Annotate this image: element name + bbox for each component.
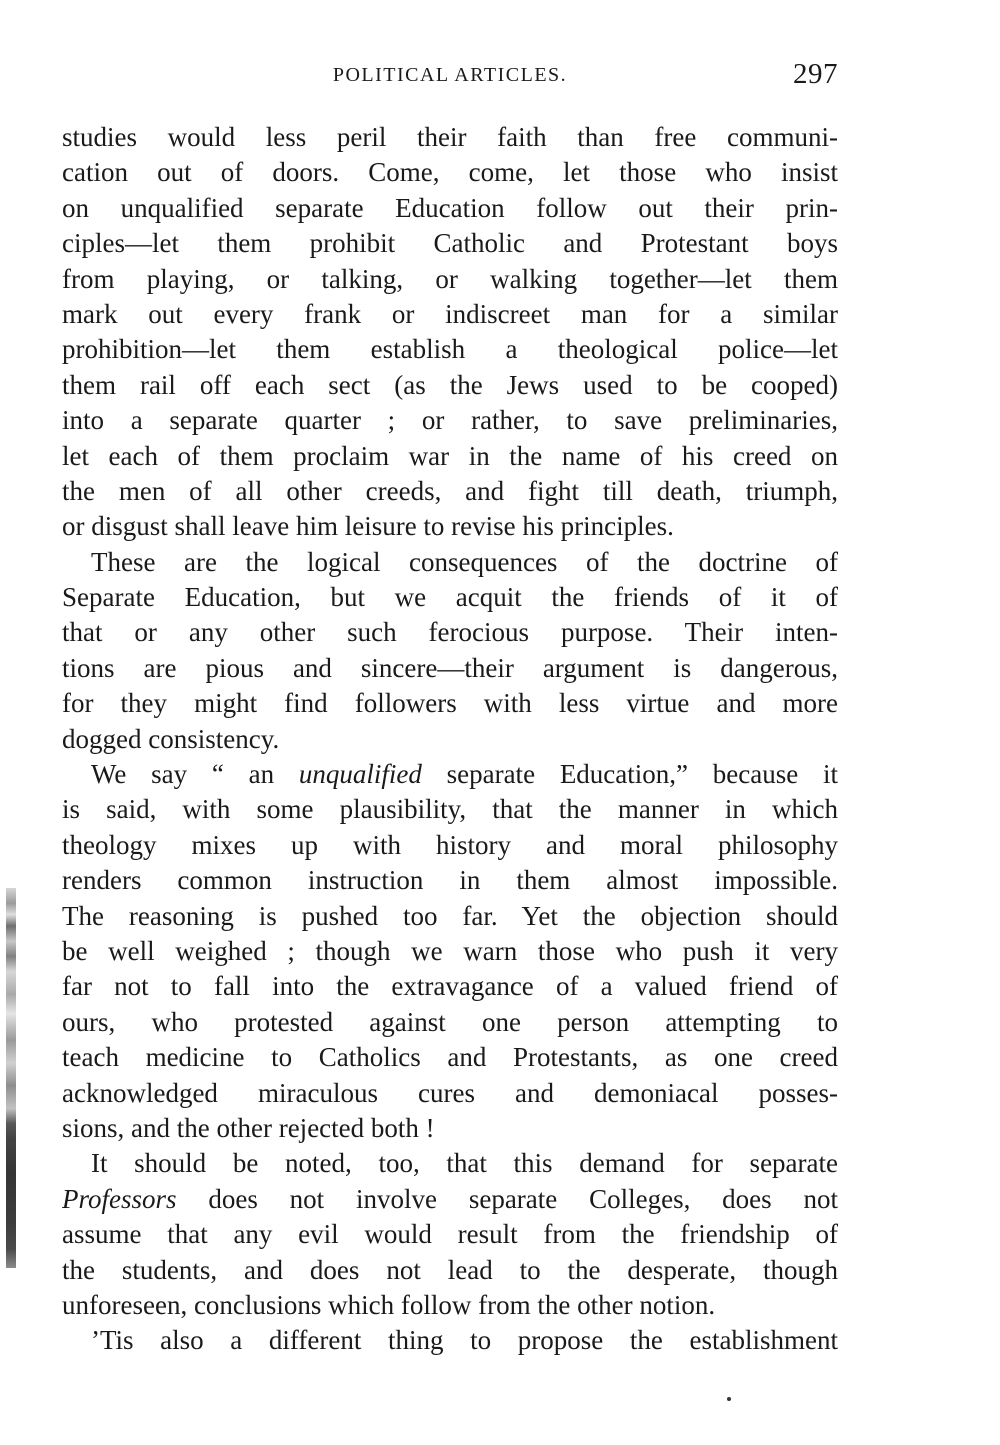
text-line: prohibition—let them establish a theological police—let bbox=[62, 334, 838, 365]
text-line: on unqualified separate Education follow out their prin- bbox=[62, 192, 838, 223]
running-head bbox=[62, 58, 838, 98]
ink-speck bbox=[727, 1397, 731, 1401]
text-line: theology mixes up with history and moral philosophy bbox=[62, 829, 838, 860]
text-line: The reasoning is pushed too far. Yet the objection should bbox=[62, 900, 838, 931]
text-line: acknowledged miraculous cures and demoniacal posses- bbox=[62, 1077, 838, 1108]
text-line: far not to fall into the extravagance of a valued friend of bbox=[62, 971, 838, 1002]
text-line: tions are pious and sincere—their argument is dangerous, bbox=[62, 652, 838, 683]
paragraph-end-line: sions, and the other rejected both ! bbox=[62, 1112, 435, 1143]
paragraph-start-line: These are the logical consequences of the doctrine of bbox=[91, 546, 838, 577]
running-title: POLITICAL ARTICLES. bbox=[332, 64, 568, 86]
body-text bbox=[62, 120, 838, 1359]
text-line: let each of them proclaim war in the name of his creed on bbox=[62, 440, 838, 471]
text-line: the men of all other creeds, and fight till death, triumph, bbox=[62, 475, 838, 506]
text-line: for they might find followers with less virtue and more bbox=[62, 688, 838, 719]
text-line: cation out of doors. Come, come, let those who insist bbox=[62, 157, 838, 188]
text-line: teach medicine to Catholics and Protestants, as one creed bbox=[62, 1042, 838, 1073]
paragraph-end-line: or disgust shall leave him leisure to revise his principles. bbox=[62, 511, 674, 542]
italic-word: unqualified bbox=[298, 759, 422, 790]
text-line: that or any other such ferocious purpose. Their inten- bbox=[62, 617, 838, 648]
text-line: is said, with some plausibility, that the manner in which bbox=[62, 794, 838, 825]
text-line: assume that any evil would result from the friendship of bbox=[62, 1219, 838, 1250]
binding-edge-mark bbox=[6, 888, 16, 1268]
italic-word: Professors bbox=[62, 1183, 177, 1214]
paragraph-start-line: It should be noted, too, that this demand for separate bbox=[91, 1148, 838, 1179]
paragraph-end-line: unforeseen, conclusions which follow from the other notion. bbox=[62, 1289, 716, 1320]
text-line: them rail off each sect (as the Jews used to be cooped) bbox=[62, 369, 838, 400]
paragraph-start-line bbox=[62, 757, 838, 792]
text-line: the students, and does not lead to the desperate, though bbox=[62, 1254, 838, 1285]
text-segment: does not involve separate Colleges, does not bbox=[176, 1183, 838, 1214]
paragraph-start-line: ’Tis also a different thing to propose the establishment bbox=[91, 1325, 838, 1356]
text-line: from playing, or talking, or walking together—let them bbox=[62, 263, 838, 294]
text-line: studies would less peril their faith than free communi- bbox=[62, 122, 838, 152]
text-line: ciples—let them prohibit Catholic and Protestant boys bbox=[62, 228, 838, 259]
text-line: renders common instruction in them almost impossible. bbox=[62, 865, 838, 896]
text-segment: We say “ an bbox=[91, 759, 299, 790]
paragraph-end-line: dogged consistency. bbox=[62, 723, 280, 754]
text-line: ours, who protested against one person attempting to bbox=[62, 1006, 838, 1037]
text-line: Separate Education, but we acquit the friends of it of bbox=[62, 582, 838, 613]
text-line: be well weighed ; though we warn those who push it very bbox=[62, 935, 838, 966]
text-line: mark out every frank or indiscreet man for a similar bbox=[62, 298, 838, 329]
page-number: 297 bbox=[793, 58, 838, 90]
text-line: into a separate quarter ; or rather, to save preliminaries, bbox=[62, 405, 838, 436]
text-segment: separate Education,” because it bbox=[421, 759, 838, 790]
text-line bbox=[62, 1182, 838, 1217]
